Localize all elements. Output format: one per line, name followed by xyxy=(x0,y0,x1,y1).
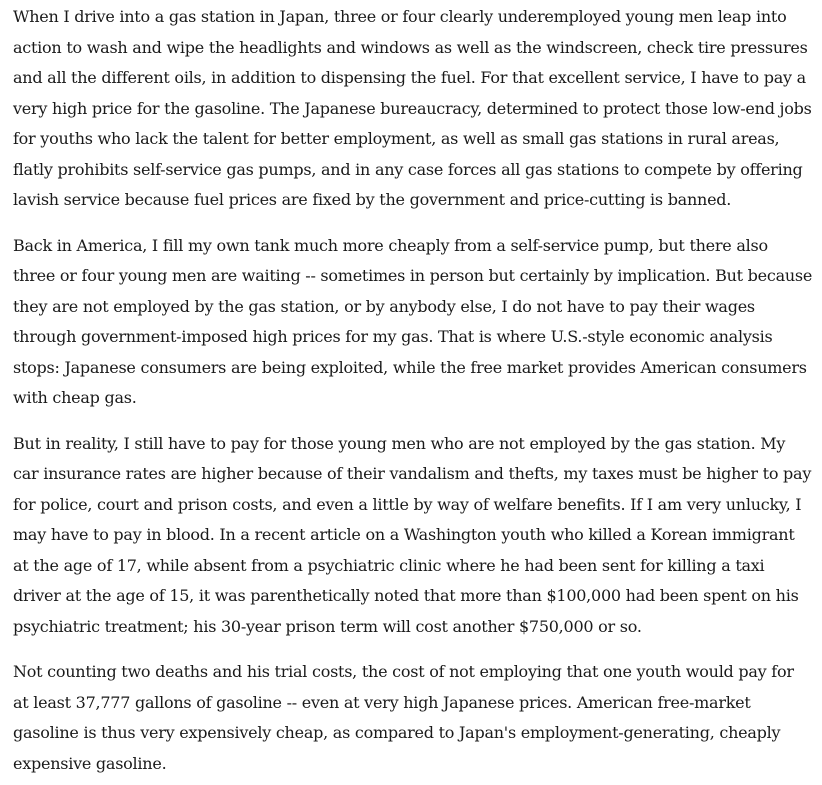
paragraph-america-self-service: Back in America, I fill my own tank much more cheaply from a self-service pump, but there also three or four young men are waiting -- sometimes in person but certainly by implication. But because they are not employed by the gas station, or by anybody else, I do not have to pay their wages through government-imposed high prices for my gas. That is where U.S.-style economic analysis stops: Japanese consumers are being exploited, while the free market provides American consumers with cheap gas. xyxy=(13,235,813,407)
paragraph-japan-gas-station: When I drive into a gas station in Japan, three or four clearly underemployed young men leap into action to wash and wipe the headlights and windows as well as the windscreen, check tire pressures and all the different oils, in addition to dispensing the fuel. For that excellent service, I have to pay a very high price for the gasoline. The Japanese bureaucracy, determined to protect those low-end jobs for youths who lack the talent for better employment, as well as small gas stations in rural areas, flatly prohibits self-service gas pumps, and in any case forces all gas stations to compete by offering lavish service because fuel prices are fixed by the government and price-cutting is banned. xyxy=(13,7,812,209)
paragraph-conclusion: Not counting two deaths and his trial costs, the cost of not employing that one youth would pay for at least 37,777 gallons of gasoline -- even at very high Japanese prices. American free-market gasoline is thus very expensively cheap, as compared to Japan's employment-generating, cheaply expensive gasoline. xyxy=(13,662,794,773)
paragraph-hidden-costs: But in reality, I still have to pay for those young men who are not employed by the gas station. My car insurance rates are higher because of their vandalism and thefts, my taxes must be higher to pay for police, court and prison costs, and even a little by way of welfare benefits. If I am very unlucky, I may have to pay in blood. In a recent article on a Washington youth who killed a Korean immigrant at the age of 17, while absent from a psychiatric clinic where he had been sent for killing a taxi driver at the age of 15, it was parenthetically noted that more than $100,000 had been spent on his psychiatric treatment; his 30-year prison term will cost another $750,000 or so. xyxy=(13,433,812,636)
